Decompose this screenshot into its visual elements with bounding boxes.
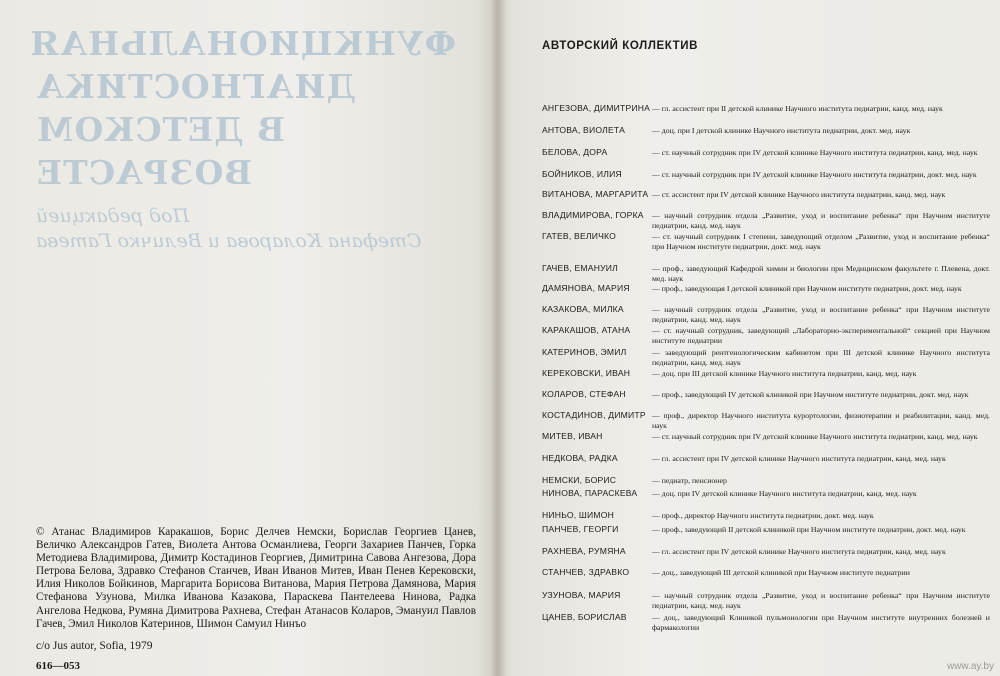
author-position: — педиатр, пенсионер <box>652 476 727 485</box>
author-position: — проф., директор Научного института курортологии, физиотерапии и реабилитации, канд. мед. наук <box>652 411 990 430</box>
author-position: — ст. научный сотрудник, заведующий „Лабораторно-экспериментальной“ секцией при Научном институте педиатрии <box>652 326 990 345</box>
author-name: НИНЬО, ШИМОН <box>542 510 615 520</box>
author-name: ВЛАДИМИРОВА, ГОРКА <box>542 210 644 220</box>
author-position: — научный сотрудник отдела „Развитие, уход и воспитание ребенка“ при Научном институте педиатрии, канд. мед. наук <box>652 211 990 230</box>
author-name: ГАЧЕВ, ЕМАНУИЛ <box>542 263 619 273</box>
ghost-title-line: ВОЗРАСТЕ <box>36 153 253 192</box>
authors-heading: АВТОРСКИЙ КОЛЛЕКТИВ <box>542 40 699 52</box>
author-position: — доц. при I детской клинике Научного института педиатрии, докт. мед. наук <box>652 126 911 135</box>
author-name: РАХНЕВА, РУМЯНА <box>542 546 626 556</box>
author-entry <box>542 232 990 258</box>
copyright-notice: © Атанас Владимиров Каракашов, Борис Делчев Немски, Борислав Георгиев Цанев, Величко Александров Гатев, Виолета Антова Османлиева, Георги Захариев Панчев, Горка Методиева Владимирова, Димитр Костадинов Георгиев, Димитрина Савова Ангезова, Дора Петрова Белова, Здравко Стефанов Станчев, Иван Иванов Митев, Иван Пенев Керековски, Илия Николов Бойкинов, Маргарита Борисова Витанова, Мария Петрова Дамянова, Мария Стефанова Узунова, Милка Иванова Казакова, Параскева Пантелеева Нинова, Радка Ангелова Недкова, Румяна Димитрова Рахнева, Стефан Атанасов Коларов, Эмануил Павлов Гачев, Эмил Николов Катеринов, Шимон Самуил Нинъо <box>36 526 476 630</box>
author-position: — доц. при IV детской клинике Научного института педиатрии, канд. мед. наук <box>652 489 917 498</box>
author-position: — гл. ассистент при IV детской клинике Научного института педиатрии, канд. мед. наук <box>652 454 946 463</box>
author-position: — ст. ассистент при IV детской клинике Научного института педиатрии, канд. мед. наук <box>652 190 946 199</box>
author-name: КЕРЕКОВСКИ, ИВАН <box>542 368 631 378</box>
author-name: КАТЕРИНОВ, ЭМИЛ <box>542 347 627 357</box>
author-name: БОЙНИКОВ, ИЛИЯ <box>542 169 622 179</box>
author-position: — гл. ассистент при IV детской клинике Научного института педиатрии, канд. мед. наук <box>652 547 946 556</box>
ghost-title-line: ДИАГНОСТИКА <box>36 67 357 106</box>
show-through-title <box>29 22 456 254</box>
author-position: — научный сотрудник отдела „Развитие, уход и воспитание ребенка“ при Научном институте педиатрии, канд. мед. наук <box>652 591 990 610</box>
author-name: КОСТАДИНОВ, ДИМИТР <box>542 410 646 420</box>
author-name: КАРАКАШОВ, АТАНА <box>542 325 631 335</box>
left-page <box>0 0 497 676</box>
author-position: — проф., заведующий II детской клиникой при Научном институте педиатрии, докт. мед. наук <box>652 525 966 534</box>
author-name: УЗУНОВА, МАРИЯ <box>542 590 621 600</box>
classification-code: 616—053 <box>36 660 80 672</box>
author-name: НЕМСКИ, БОРИС <box>542 475 617 485</box>
author-name: ГАТЕВ, ВЕЛИЧКО <box>542 231 617 241</box>
author-name: КАЗАКОВА, МИЛКА <box>542 304 624 314</box>
author-name: ПАНЧЕВ, ГЕОРГИ <box>542 524 619 534</box>
author-position: — проф., заведующая I детской клиникой при Научном институте педиатрии, докт. мед. наук <box>652 284 962 293</box>
author-position: — научный сотрудник отдела „Развитие, уход и воспитание ребенка“ при Научном институте педиатрии, канд. мед. наук <box>652 305 990 324</box>
author-position: — ст. научный сотрудник I степени, заведующий отделом „Развитие, уход и воспитание ребенка“ при Научном институте педиатрии, докт. мед. наук <box>652 232 990 251</box>
author-position: — проф., заведующий IV детской клиникой при Научном институте педиатрии, докт. мед. наук <box>652 390 969 399</box>
author-name: МИТЕВ, ИВАН <box>542 431 603 441</box>
author-name: БЕЛОВА, ДОРА <box>542 147 608 157</box>
author-position: — ст. научный сотрудник при IV детской клинике Научного института педиатрии, канд. мед. наук <box>652 148 978 157</box>
author-name: НИНОВА, ПАРАСКЕВА <box>542 488 638 498</box>
ghost-title-line: ФУНКЦИОНАЛЬНАЯ <box>29 24 456 63</box>
author-position: — проф., заведующий Кафедрой химии и биологии при Медицинском факультете г. Плевена, докт. мед. наук <box>652 264 990 283</box>
ghost-editors-line: Стефана Коларова и Величко Гатева <box>36 230 422 252</box>
author-entry <box>542 613 990 639</box>
watermark: www.ay.by <box>946 661 994 672</box>
publisher-line: c/o Jus autor, Sofia, 1979 <box>36 640 153 652</box>
author-position: — доц. при III детской клинике Научного института педиатрии, канд. мед. наук <box>652 369 917 378</box>
author-name: ЦАНЕВ, БОРИСЛАВ <box>542 612 627 622</box>
author-name: АНГЕЗОВА, ДИМИТРИНА <box>542 103 651 113</box>
right-page <box>497 0 1000 676</box>
ghost-editors-line: Под редакцией <box>36 205 190 227</box>
ghost-title-line: В ДЕТСКОМ <box>36 110 285 149</box>
author-position: — доц., заведующий III детской клиникой при Научном институте педиатрии <box>652 568 910 577</box>
author-name: НЕДКОВА, РАДКА <box>542 453 618 463</box>
author-position: — ст. научный сотрудник при IV детской клинике Научного института педиатрии, канд. мед. наук <box>652 432 978 441</box>
author-position: — гл. ассистент при II детской клинике Научного института педиатрии, канд. мед. наук <box>652 104 943 113</box>
author-name: ВИТАНОВА, МАРГАРИТА <box>542 189 649 199</box>
author-name: КОЛАРОВ, СТЕФАН <box>542 389 626 399</box>
book-spine-shadow <box>490 0 506 676</box>
author-position: — заведующий рентгенологическим кабинетом при III детской клинике Научного института педиатрии, канд. мед. наук <box>652 348 990 367</box>
author-name: СТАНЧЕВ, ЗДРАВКО <box>542 567 630 577</box>
author-name: ДАМЯНОВА, МАРИЯ <box>542 283 630 293</box>
author-position: — ст. научный сотрудник при IV детской клинике Научного института педиатрии, докт. мед. наук <box>652 170 977 179</box>
author-name: АНТОВА, ВИОЛЕТА <box>542 125 626 135</box>
author-position: — доц., заведующий Клиникой пульмонологии при Научном институте внутренних болезней и фармакологии <box>652 613 990 632</box>
author-position: — проф., директор Научного института педиатрии, докт. мед. наук <box>652 511 874 520</box>
